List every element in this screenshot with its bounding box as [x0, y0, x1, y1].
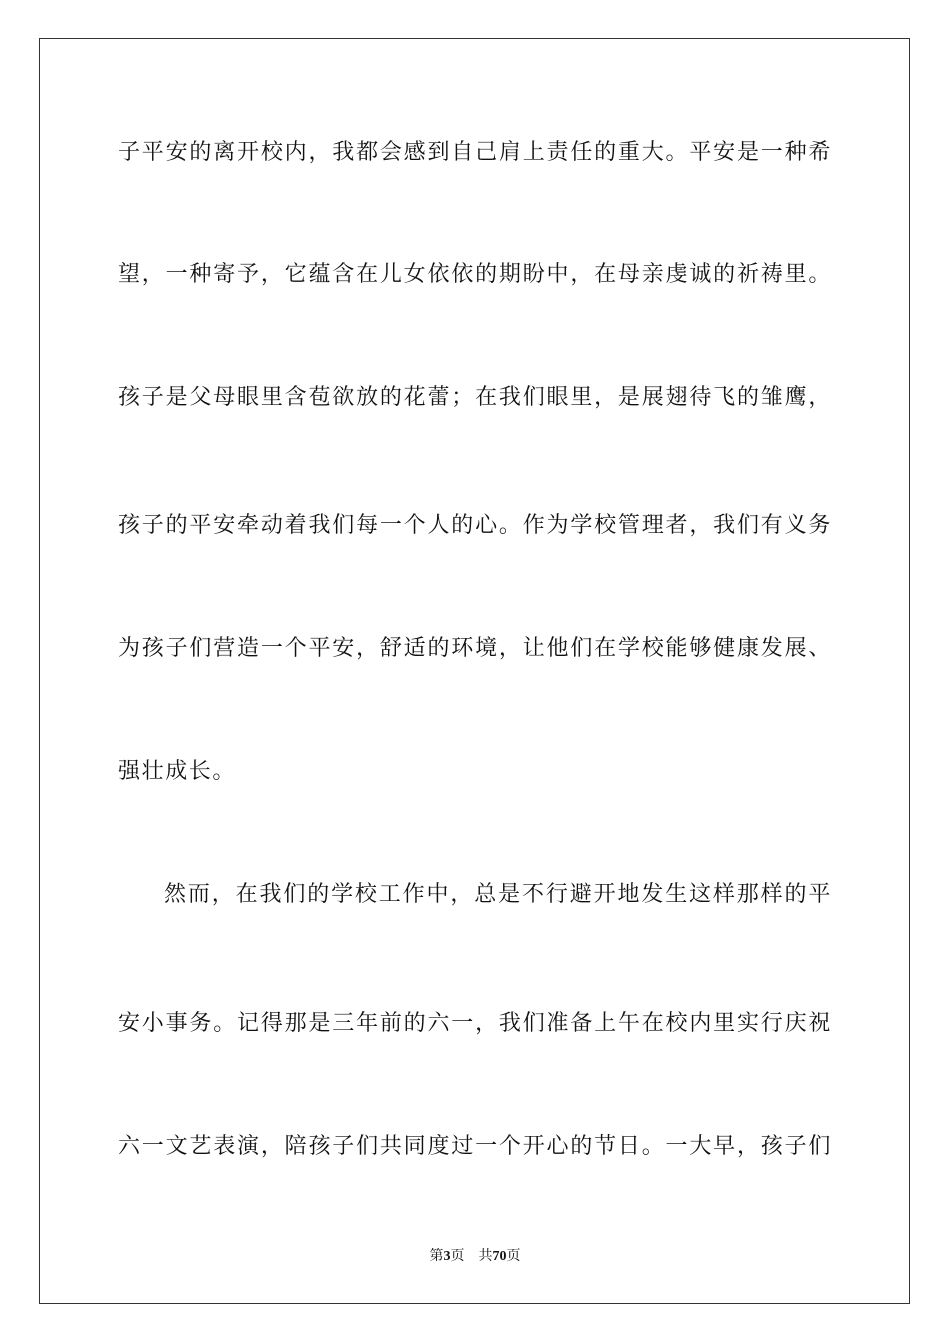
page-suffix: 页: [450, 1248, 465, 1264]
text-line-6: 强壮成长。: [118, 759, 237, 784]
text-line-7: 然而，在我们的学校工作中，总是不行避开地发生这样那样的平: [164, 882, 832, 907]
text-line-8: 安小事务。记得那是三年前的六一，我们准备上午在校内里实行庆祝: [118, 1011, 832, 1036]
total-suffix: 页: [506, 1248, 521, 1264]
page-footer: [0, 1246, 950, 1267]
page-border: [39, 38, 910, 1304]
text-line-2: 望，一种寄予，它蕴含在儿女依依的期盼中，在母亲虔诚的祈祷里。: [118, 262, 832, 287]
current-page-number: 3: [443, 1249, 451, 1264]
text-line-9: 六一文艺表演，陪孩子们共同度过一个开心的节日。一大早，孩子们: [118, 1134, 832, 1159]
total-prefix: 共: [478, 1248, 493, 1264]
text-line-4: 孩子的平安牵动着我们每一个人的心。作为学校管理者，我们有义务: [118, 513, 832, 538]
text-line-5: 为孩子们营造一个平安，舒适的环境，让他们在学校能够健康发展、: [118, 636, 832, 661]
page-prefix: 第: [429, 1248, 444, 1264]
text-line-3: 孩子是父母眼里含苞欲放的花蕾；在我们眼里，是展翅待飞的雏鹰，: [118, 385, 832, 410]
text-line-1: 子平安的离开校内，我都会感到自己肩上责任的重大。平安是一种希: [118, 140, 832, 165]
total-pages-number: 70: [492, 1249, 507, 1264]
